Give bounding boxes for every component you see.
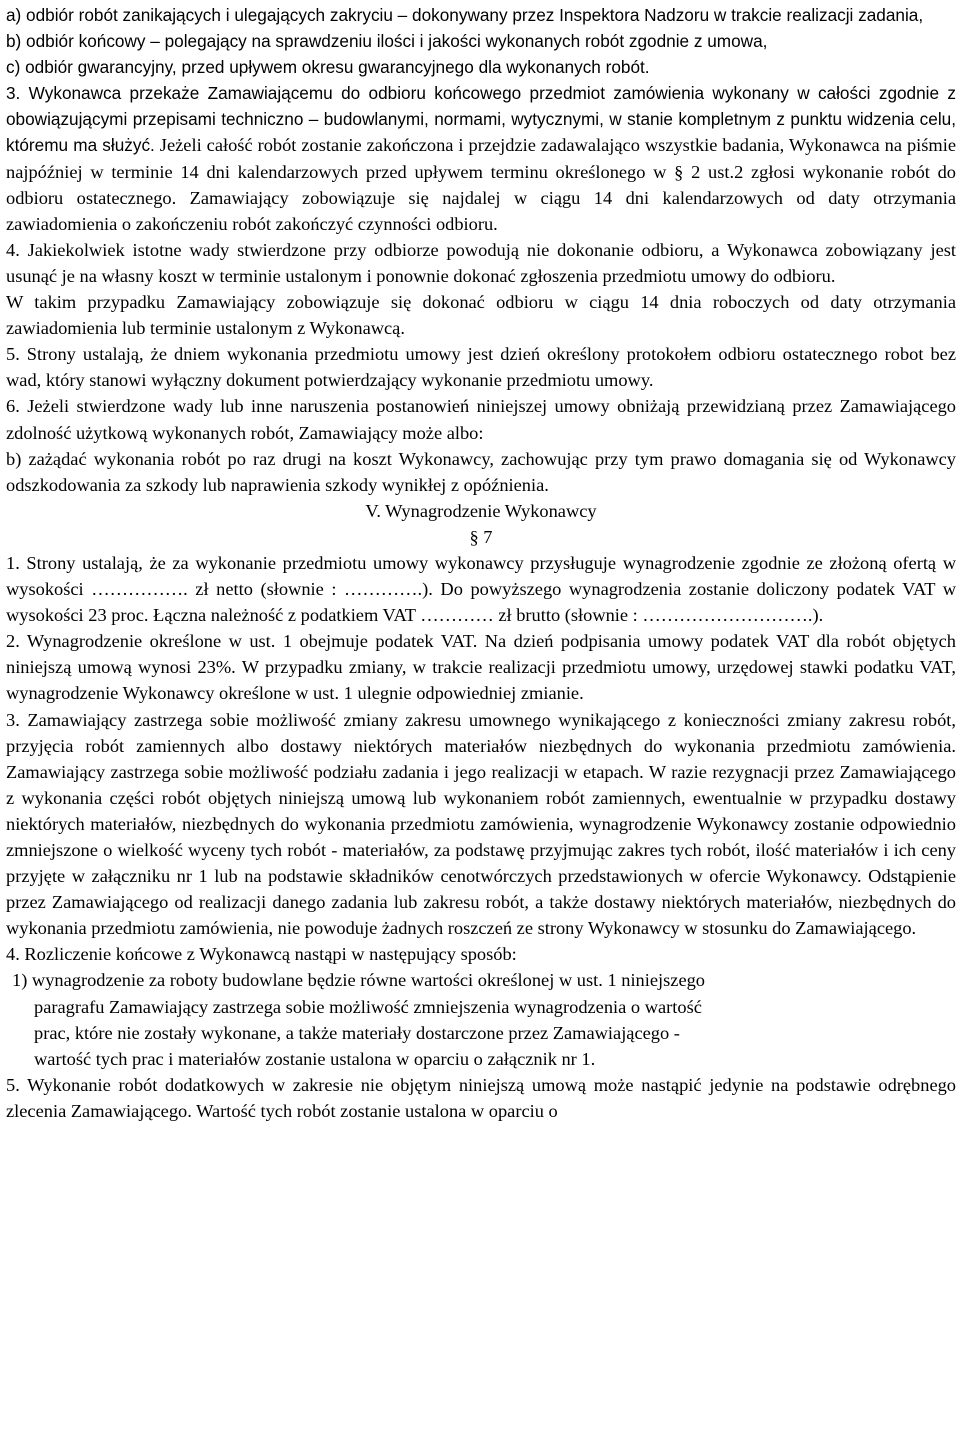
clause-4-item-1-line-2: paragrafu Zamawiający zastrzega sobie możliwość zmniejszenia wynagrodzenia o wartość — [34, 996, 702, 1017]
paragraph-3 — [6, 80, 956, 237]
clause-4-item-1-line-3: prac, które nie zostały wykonane, a także materiały dostarczone przez Zamawiającego - — [34, 1022, 680, 1043]
paragraph-c: c) odbiór gwarancyjny, przed upływem okresu gwarancyjnego dla wykonanych robót. — [6, 57, 650, 78]
clause-1: 1. Strony ustalają, że za wykonanie przedmiotu umowy wykonawcy przysługuje wynagrodzenie zgodnie ze złożoną ofertą w wysokości ……………. zł netto (słownie : ………….). Do powyższego wynagrodzenia zostanie doliczony podatek VAT w wysokości 23 proc. Łączna należność z podatkiem VAT ………… zł brutto (słownie : ……………………….). — [6, 552, 956, 626]
paragraph-5: 5. Strony ustalają, że dniem wykonania przedmiotu umowy jest dzień określony protokołem odbioru ostatecznego robot bez wad, który stanowi wyłączny dokument potwierdzający wykonanie przedmiotu umowy. — [6, 344, 956, 391]
clause-3: 3. Zamawiający zastrzega sobie możliwość zmiany zakresu umownego wynikającego z konieczności zmiany zakresu robót, przyjęcia robót zamiennych albo dostawy niektórych materiałów niezbędnych do wykonania przedmiotu zamówienia. Zamawiający zastrzega sobie możliwość podziału zadania i jego realizacji w etapach. W razie rezygnacji przez Zamawiającego z wykonania części robót objętych niniejszą umową lub wykonaniem robót zamiennych, ewentualnie w przypadku dostawy niektórych materiałów, niezbędnych do wykonania przedmiotu zamówienia, wynagrodzenie Wykonawcy zostanie odpowiednio zmniejszone o wielkość wyceny tych robót - materiałów, za podstawę przyjmując zakres tych robót, ilość materiałów i ich ceny przyjęte w załączniku nr 1 lub na podstawie składników cenotwórczych przedstawionych w ofercie Wykonawcy. Odstąpienie przez Zamawiającego od realizacji danego zadania lub zakresu robót, a także dostawy niektórych materiałów, niezbędnych do wykonania przedmiotu zamówienia, nie powoduje żadnych roszczeń ze strony Wykonawcy w stosunku do Zamawiającego. — [6, 709, 956, 939]
paragraph-4: 4. Jakiekolwiek istotne wady stwierdzone przy odbiorze powodują nie dokonanie odbioru, a Wykonawca zobowiązany jest usunąć je na własny koszt w terminie ustalonym i ponownie dokonać zgłoszenia przedmiotu umowy do odbioru. — [6, 239, 956, 286]
paragraph-4-continuation: W takim przypadku Zamawiający zobowiązuje się dokonać odbioru w ciągu 14 dnia roboczych od daty otrzymania zawiadomienia lub terminie ustalonym z Wykonawcą. — [6, 292, 956, 339]
clause-4: 4. Rozliczenie końcowe z Wykonawcą nastąpi w następujący sposób: — [6, 944, 517, 965]
section-title: V. Wynagrodzenie Wykonawcy — [365, 500, 597, 521]
clause-2: 2. Wynagrodzenie określone w ust. 1 obejmuje podatek VAT. Na dzień podpisania umowy podatek VAT dla robót objętych niniejszą umową wynosi 23%. W przypadku zmiany, w trakcie realizacji przedmiotu umowy, urzędowej stawki podatku VAT, wynagrodzenie Wykonawcy określone w ust. 1 ulegnie odpowiedniej zmianie. — [6, 631, 956, 704]
paragraph-6-b: b) zażądać wykonania robót po raz drugi na koszt Wykonawcy, zachowując przy tym prawo domagania się od Wykonawcy odszkodowania za szkody lub naprawienia szkody wynikłej z opóźnienia. — [6, 448, 956, 495]
paragraph-3-rest: Jeżeli całość robót zostanie zakończona i przejdzie zadawalająco wszystkie badania, Wykonawca na piśmie najpóźniej w terminie 14 dni kalendarzowych przed upływem terminu określonego w § 2 ust.2 zgłosi wykonanie robót do odbioru ostatecznego. Zamawiający zobowiązuje się najdalej w ciągu 14 dni kalendarzowych od daty otrzymania zawiadomienia o zakończeniu robót zakończyć czynności odbioru. — [6, 135, 957, 234]
clause-4-item-1-line-1: 1) wynagrodzenie za roboty budowlane będzie równe wartości określonej w ust. 1 niniejszego — [12, 970, 706, 991]
paragraph-b: b) odbiór końcowy – polegający na sprawdzeniu ilości i jakości wykonanych robót zgodnie z umowa, — [6, 31, 768, 52]
clause-4-item-1-line-4: wartość tych prac i materiałów zostanie ustalona w oparciu o załącznik nr 1. — [34, 1048, 596, 1069]
clause-4-item-1 — [6, 967, 956, 1071]
clause-5: 5. Wykonanie robót dodatkowych w zakresie nie objętym niniejszą umową może nastąpić jedynie na podstawie odrębnego zlecenia Zamawiającego. Wartość tych robót zostanie ustalona w oparciu o — [6, 1074, 956, 1121]
paragraph-6: 6. Jeżeli stwierdzone wady lub inne naruszenia postanowień niniejszej umowy obniżają przewidzianą przez Zamawiającego zdolność użytkową wykonanych robót, Zamawiający może albo: — [6, 396, 956, 443]
paragraph-3-first-sentence: 3. Wykonawca przekaże Zamawiającemu do odbioru końcowego przedmiot zamówienia wykonany w całości zgodnie z obowiązującymi przepisami techniczno – budowlanymi, normami, wytycznymi, w stanie kompletnym z punktu widzenia celu, któremu ma służyć. — [6, 83, 956, 156]
paragraph-a: a) odbiór robót zanikających i ulegających zakryciu – dokonywany przez Inspektora Nadzoru w trakcie realizacji zadania, — [6, 5, 924, 25]
paragraph-number: § 7 — [469, 526, 493, 547]
